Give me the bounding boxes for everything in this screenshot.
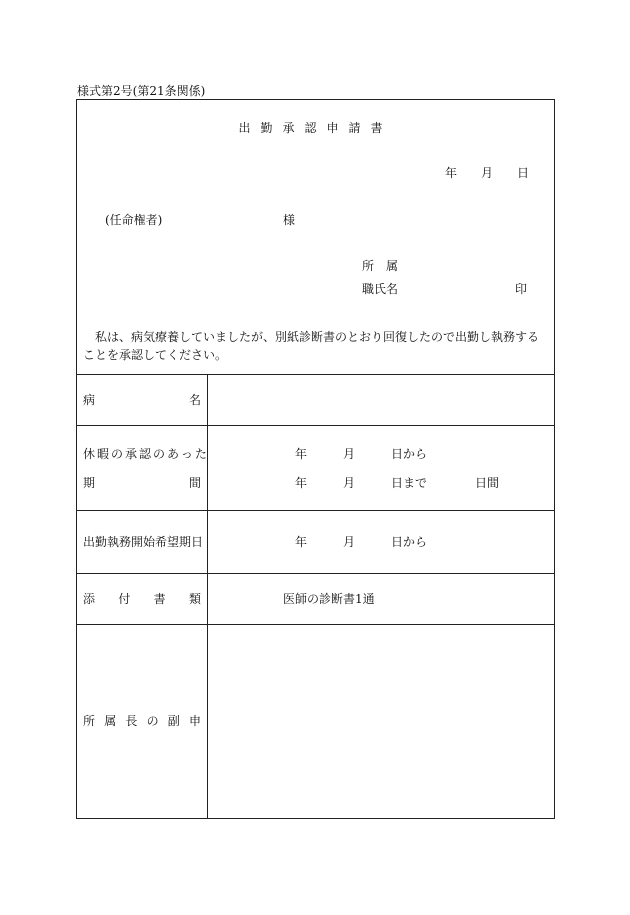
row-divider-2 — [77, 510, 554, 511]
application-form-frame — [76, 99, 555, 819]
leave-from-month: 月 — [343, 447, 356, 461]
supervisor-comment-label: 所 属 長 の 副 申 — [83, 714, 201, 728]
row-divider-1 — [77, 425, 554, 426]
leave-days-count: 日間 — [475, 476, 500, 490]
table-top-rule — [77, 374, 554, 375]
affiliation-label: 所 属 — [362, 259, 399, 273]
return-date-month: 月 — [343, 535, 356, 549]
form-title: 出勤承認申請書 — [238, 121, 393, 135]
row-divider-3 — [77, 573, 554, 574]
date-month-label: 月 — [481, 166, 494, 180]
appointer-honorific: 様 — [283, 213, 296, 227]
return-date-day: 日から — [391, 535, 428, 549]
leave-from-day: 日から — [391, 447, 428, 461]
appointer-label: (任命権者) — [105, 213, 163, 227]
form-number-label: 様式第2号(第21条関係) — [77, 84, 206, 98]
return-date-year: 年 — [295, 535, 308, 549]
disease-label: 病 名 — [83, 393, 201, 407]
leave-until-year: 年 — [295, 476, 308, 490]
request-statement: 私は、病気療養していましたが、別紙診断書のとおり回復したので出勤し執務することを承認してください。 — [83, 330, 540, 362]
leave-period-label-line1: 休暇の承認のあった — [83, 447, 209, 461]
attachments-value: 医師の診断書1通 — [283, 592, 375, 606]
leave-until-month: 月 — [343, 476, 356, 490]
leave-until-day: 日まで — [391, 476, 428, 490]
return-date-label: 出勤執務開始希望期日 — [83, 535, 204, 549]
row-divider-4 — [77, 624, 554, 625]
date-day-label: 日 — [517, 166, 530, 180]
column-divider — [207, 374, 208, 818]
seal-label: 印 — [515, 282, 528, 296]
date-year-label: 年 — [445, 166, 458, 180]
attachments-label: 添 付 書 類 — [83, 592, 201, 606]
leave-from-year: 年 — [295, 447, 308, 461]
applicant-name-label: 職氏名 — [362, 282, 399, 296]
leave-period-label-line2: 期 間 — [83, 476, 201, 490]
